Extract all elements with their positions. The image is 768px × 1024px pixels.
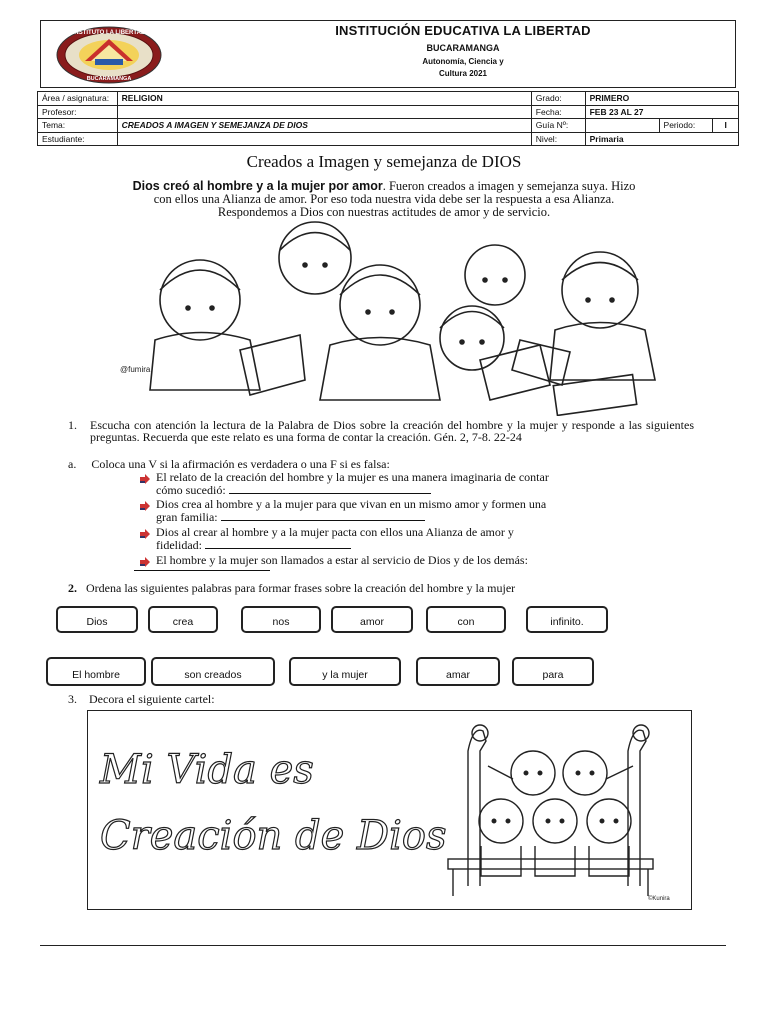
table-row — [38, 132, 739, 146]
poster-artwork — [88, 711, 690, 908]
intro-paragraph: Dios creó al hombre y a la mujer por amor. Fueron creados a imagen y semejanza suya. Hizo con ellos una Alianza de amor. Por eso toda nuestra vida debe ser la respuesta a esa Alianza. Respondemos a Dios con nuestras actitudes de amor y de servicio. — [132, 179, 636, 219]
question-2: 2. Ordena las siguientes palabras para formar frases sobre la creación del hombre y la mujer — [68, 581, 516, 595]
svg-text:BUCARAMANGA: BUCARAMANGA — [86, 76, 132, 82]
word-card[interactable]: son creados — [151, 657, 275, 686]
institution-motto: Autonomía, Ciencia y Cultura 2021 — [422, 57, 504, 78]
periodo-value[interactable]: I — [713, 119, 739, 133]
poster-title-line1: Mi Vida es — [100, 747, 314, 793]
institution-city: BUCARAMANGA — [426, 43, 500, 53]
word-card[interactable]: con — [426, 606, 506, 633]
guia-label: Guía Nº: — [531, 119, 585, 133]
word-card[interactable]: nos — [241, 606, 321, 633]
tema-label: Tema: — [38, 119, 118, 133]
question-text: Escucha con atención la lectura de la Palabra de Dios sobre la creación del hombre y la mujer y responde a las siguientes preguntas. Recuerda que este relato es una forma de contar la creación. Gén. 2, 7-8. 22-24 — [90, 418, 694, 444]
profesor-label: Profesor: — [38, 105, 118, 119]
poster-title-line2: Creación de Dios — [100, 813, 447, 859]
svg-text:INSTITUTO LA LIBERTAD: INSTITUTO LA LIBERTAD — [72, 30, 146, 36]
fecha-value[interactable]: FEB 23 AL 27 — [585, 105, 738, 119]
question-number: 1. — [68, 418, 77, 432]
nivel-label: Nivel: — [531, 132, 585, 146]
decorate-poster[interactable] — [87, 710, 692, 910]
area-value[interactable]: RELIGION — [117, 92, 531, 106]
word-card[interactable]: crea — [148, 606, 218, 633]
periodo-label: Periodo: — [659, 119, 713, 133]
answer-blank[interactable] — [229, 484, 431, 494]
svg-text:©Kunira: ©Kunira — [648, 896, 670, 902]
guia-value[interactable] — [585, 119, 659, 133]
institution-name: INSTITUCIÓN EDUCATIVA LA LIBERTAD — [335, 23, 591, 38]
question-3: 3. Decora el siguiente cartel: — [68, 692, 215, 706]
nivel-value[interactable]: Primaria — [585, 132, 738, 146]
answer-blank[interactable] — [134, 570, 270, 571]
word-card[interactable]: y la mujer — [289, 657, 401, 686]
worksheet-title: Creados a Imagen y semejanza de DIOS — [246, 152, 522, 171]
table-row — [38, 105, 739, 119]
answer-blank[interactable] — [205, 539, 351, 549]
arrow-bullet-icon — [139, 501, 151, 511]
svg-text:@fumira: @fumira — [120, 365, 151, 374]
word-card[interactable]: El hombre — [46, 657, 146, 686]
word-card[interactable]: amar — [416, 657, 500, 686]
student-info-table — [37, 91, 739, 146]
arrow-bullet-icon — [139, 557, 151, 567]
answer-blank[interactable] — [221, 511, 425, 521]
word-card[interactable]: para — [512, 657, 594, 686]
arrow-bullet-icon — [139, 529, 151, 539]
arrow-bullet-icon — [139, 474, 151, 484]
statement-item: El relato de la creación del hombre y la mujer es una manera imaginaria de contar cómo sucedió: — [139, 471, 549, 497]
area-label: Área / asignatura: — [38, 92, 118, 106]
grado-value[interactable]: PRIMERO — [585, 92, 738, 106]
tema-value[interactable]: CREADOS A IMAGEN Y SEMEJANZA DE DIOS — [117, 119, 531, 133]
word-card[interactable]: amor — [331, 606, 413, 633]
profesor-value[interactable] — [117, 105, 531, 119]
fecha-label: Fecha: — [531, 105, 585, 119]
statement-item: Dios al crear al hombre y a la mujer pacta con ellos una Alianza de amor y fidelidad: — [139, 526, 514, 552]
estudiante-value[interactable] — [117, 132, 531, 146]
statement-item: El hombre y la mujer son llamados a estar al servicio de Dios y de los demás: — [139, 554, 528, 567]
question-1 — [68, 419, 694, 443]
statement-item: Dios crea al hombre y a la mujer para que vivan en un mismo amor y formen una gran familia: — [139, 498, 546, 524]
word-card[interactable]: Dios — [56, 606, 138, 633]
table-row — [38, 119, 739, 133]
school-header — [40, 20, 736, 88]
kids-on-bench-drawing — [448, 725, 653, 896]
intro-bold: Dios creó al hombre y a la mujer por amor — [132, 179, 383, 193]
word-card[interactable]: infinito. — [526, 606, 608, 633]
table-row — [38, 92, 739, 106]
question-1a: a. Coloca una V si la afirmación es verdadera o una F si es falsa: — [68, 457, 390, 471]
children-reading-illustration — [100, 220, 670, 416]
footer-divider — [40, 945, 726, 946]
estudiante-label: Estudiante: — [38, 132, 118, 146]
grado-label: Grado: — [531, 92, 585, 106]
school-logo — [55, 25, 163, 85]
